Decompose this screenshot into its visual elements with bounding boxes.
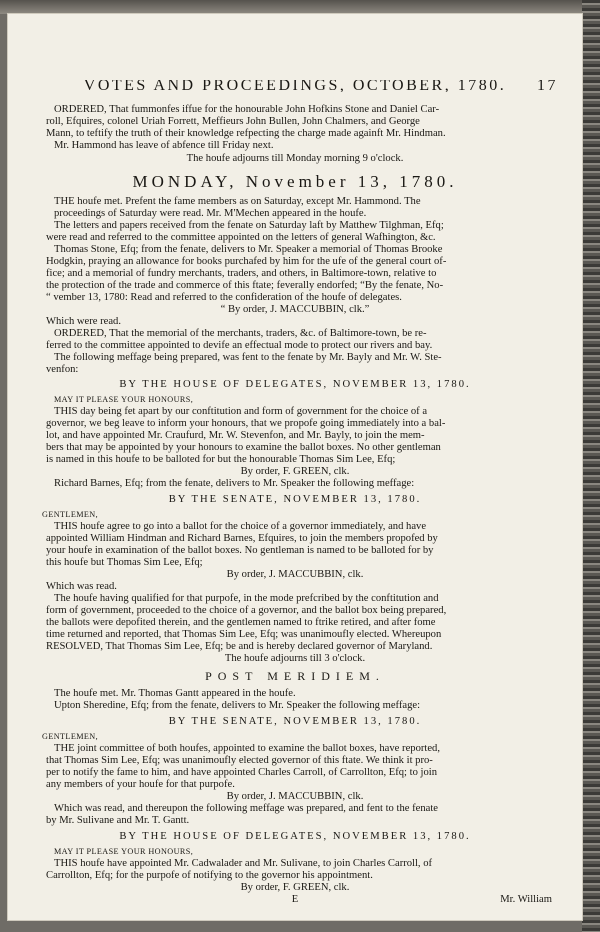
text-line: ferred to the committee appointed to devife an effectual mode to protect our rivers and bay. xyxy=(46,340,433,351)
message-heading: BY THE SENATE, NOVEMBER 13, 1780. xyxy=(168,494,422,505)
text-line: Which were read. xyxy=(46,316,121,327)
text-line: this houfe but Thomas Sim Lee, Efq; xyxy=(46,557,203,568)
text-line: The letters and papers received from the fenate on Saturday laft by Matthew Tilghman, Efq; xyxy=(54,220,444,231)
signature-line: By order, J. MACCUBBIN, clk. xyxy=(226,569,364,580)
salutation: GENTLEMEN, xyxy=(42,510,99,519)
text-line: ORDERED, That the memorial of the merchants, traders, &c. of Baltimore-town, be re- xyxy=(54,328,427,339)
text-line: were read and referred to the committee appointed on the letters of general Wafhington, &c. xyxy=(46,232,436,243)
text-line: time returned and reported, that Thomas Sim Lee, Efq; was unanimoufly elected. Whereupon xyxy=(46,629,442,640)
text-line: The houfe adjourns till Monday morning 9 o'clock. xyxy=(186,153,404,164)
text-line: Which was read, and thereupon the following meffage was prepared, and fent to the fenate xyxy=(54,803,438,814)
text-line: Mr. Hammond has leave of abfence till Friday next. xyxy=(54,140,274,151)
text-line: bers that may be appointed by your honours to examine the ballot boxes. No other gentleman xyxy=(46,442,441,453)
salutation: GENTLEMEN, xyxy=(42,732,99,741)
text-line: The houfe adjourns till 3 o'clock. xyxy=(224,653,366,664)
text-line: The houfe met. Mr. Thomas Gantt appeared in the houfe. xyxy=(54,688,296,699)
text-line: the protection of the trade and commerce of this ftate; feverally endorfed; “By the fenate, No- xyxy=(46,280,444,291)
text-line: your houfe in examination of the ballot boxes. No gentleman is named to be balloted for by xyxy=(46,545,434,556)
catchword: Mr. William xyxy=(500,894,552,905)
text-line: THIS houfe have appointed Mr. Cadwalader and Mr. Sulivane, to join Charles Carroll, of xyxy=(54,858,433,869)
text-line: Mann, to teftify the truth of their knowledge refpecting the charge made againft Mr. Hindman. xyxy=(46,128,446,139)
text-line: form of government, proceeded to the choice of a governor, and the ballot box being prepared, xyxy=(46,605,447,616)
running-head-title: VOTES AND PROCEEDINGS, OCTOBER, 1780. xyxy=(83,80,507,92)
text-line: The houfe having qualified for that purpofe, in the mode prefcribed by the conftitution and xyxy=(54,593,439,604)
text-line: proceedings of Saturday were read. Mr. M'Mechen appeared in the houfe. xyxy=(54,208,367,219)
text-line: governor, we beg leave to inform your honours, that we propofe going immediately into a bal- xyxy=(46,418,446,429)
message-heading: BY THE HOUSE OF DELEGATES, NOVEMBER 13, 1780. xyxy=(119,831,471,842)
text-line: Thomas Stone, Efq; from the fenate, delivers to Mr. Speaker a memorial of Thomas Brooke xyxy=(54,244,443,255)
text-line: fice; and a memorial of fundry merchants, traders, and others, in Baltimore-town, relative to xyxy=(46,268,437,279)
message-heading: BY THE SENATE, NOVEMBER 13, 1780. xyxy=(168,716,422,727)
salutation: MAY IT PLEASE YOUR HONOURS, xyxy=(54,395,194,404)
running-head xyxy=(8,80,582,92)
message-heading: BY THE HOUSE OF DELEGATES, NOVEMBER 13, 1780. xyxy=(119,379,471,390)
text-line: THIS day being fet apart by our conftitution and form of government for the choice of a xyxy=(54,406,428,417)
text-line: Upton Sheredine, Efq; from the fenate, delivers to Mr. Speaker the following meffage: xyxy=(54,700,421,711)
text-line: the ballots were depofited therein, and the gentlemen named to ftrike retired, and after fome xyxy=(46,617,436,628)
signature-line: By order, F. GREEN, clk. xyxy=(240,466,350,477)
book-spine-edge xyxy=(582,0,600,932)
signature-line: By order, F. GREEN, clk. xyxy=(240,882,350,893)
text-line: is named in this houfe to be balloted for but the honourable Thomas Sim Lee, Efq; xyxy=(46,454,396,465)
text-line: Carrollton, Efq; for the purpofe of notifying to the governor his appointment. xyxy=(46,870,373,881)
text-line: RESOLVED, That Thomas Sim Lee, Efq; be and is hereby declared governor of Maryland. xyxy=(46,641,433,652)
text-line: “ vember 13, 1780: Read and referred to the confideration of the houfe of delegates. xyxy=(46,292,402,303)
signature-line: “ By order, J. MACCUBBIN, clk.” xyxy=(220,304,370,315)
scan-top-edge xyxy=(0,0,600,14)
text-line: any members of your houfe for that purpofe. xyxy=(46,779,235,790)
page-number: 17 xyxy=(537,80,558,92)
text-line: Which was read. xyxy=(46,581,117,592)
text-line: roll, Efquires, colonel Uriah Forrett, Meffieurs John Bullen, John Chalmers, and George xyxy=(46,116,420,127)
document-page xyxy=(8,14,582,920)
text-line: THIS houfe agree to go into a ballot for the choice of a governor immediately, and have xyxy=(54,521,427,532)
text-line: per to notify the fame to him, and have appointed Charles Carroll, of Carrollton, Efq; to join xyxy=(46,767,437,778)
day-heading: MONDAY, November 13, 1780. xyxy=(132,172,458,191)
text-line: lot, and have appointed Mr. Craufurd, Mr. W. Stevenfon, and Mr. Bayly, to join the mem- xyxy=(46,430,425,441)
session-heading: POST MERIDIEM. xyxy=(205,670,385,682)
text-line: THE houfe met. Prefent the fame members as on Saturday, except Mr. Hammond. The xyxy=(54,196,421,207)
text-line: THE joint committee of both houfes, appointed to examine the ballot boxes, have reported, xyxy=(54,743,440,754)
text-line: venfon: xyxy=(46,364,79,375)
text-line: ORDERED, That fummonfes iffue for the honourable John Hofkins Stone and Daniel Car- xyxy=(54,104,440,115)
text-line: by Mr. Sulivane and Mr. T. Gantt. xyxy=(46,815,190,826)
text-line: appointed William Hindman and Richard Barnes, Efquires, to join the members propofed by xyxy=(46,533,438,544)
signature-mark: E xyxy=(291,894,299,905)
signature-line: By order, J. MACCUBBIN, clk. xyxy=(226,791,364,802)
text-line: that Thomas Sim Lee, Efq; was unanimoufly elected governor of this ftate. We think it pro- xyxy=(46,755,433,766)
salutation: MAY IT PLEASE YOUR HONOURS, xyxy=(54,847,194,856)
text-line: Hodgkin, praying an allowance for books purchafed by him for the ufe of the general court of- xyxy=(46,256,447,267)
text-line: The following meffage being prepared, was fent to the fenate by Mr. Bayly and Mr. W. Ste- xyxy=(54,352,442,363)
text-line: Richard Barnes, Efq; from the fenate, delivers to Mr. Speaker the following meffage: xyxy=(54,478,415,489)
